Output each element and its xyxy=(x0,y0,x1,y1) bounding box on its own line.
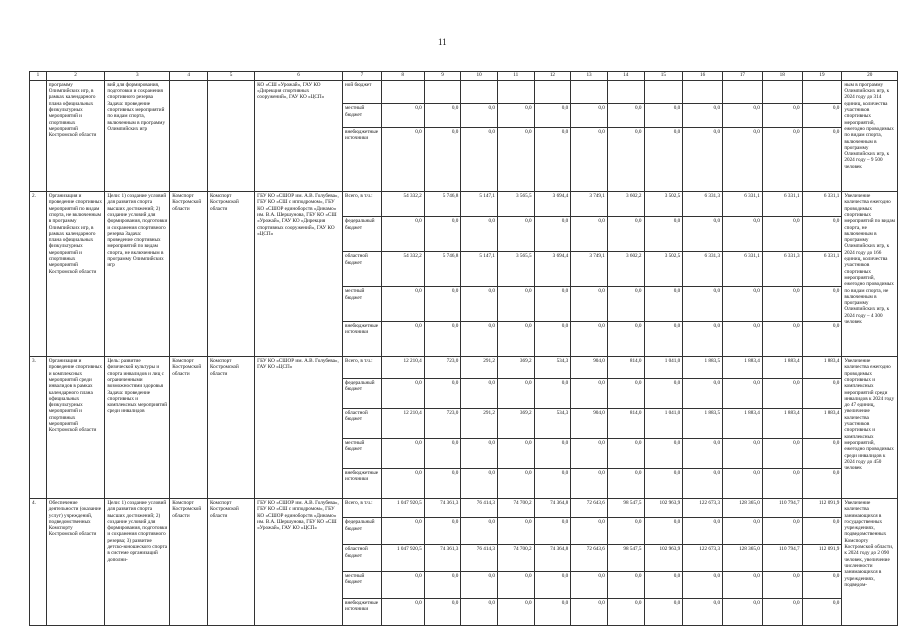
responsible-executor: Комспорт Костромской области xyxy=(170,192,208,357)
funding-value: 74 700,2 xyxy=(497,545,534,572)
funding-source: ной бюджет xyxy=(343,80,382,103)
funding-value: 0,0 xyxy=(534,438,571,468)
funding-value: 0,0 xyxy=(762,104,802,127)
funding-value: 0,0 xyxy=(571,322,608,357)
funding-value: 0,0 xyxy=(607,378,644,408)
funding-value: 5 147,1 xyxy=(461,252,498,287)
funding-value: 3 565,5 xyxy=(497,252,534,287)
table-row xyxy=(30,357,898,379)
funding-value: 74 700,2 xyxy=(497,498,534,518)
funding-value: 0,0 xyxy=(424,572,461,599)
funding-value: 0,0 xyxy=(424,127,461,191)
header-row xyxy=(30,72,898,81)
column-number: 19 xyxy=(802,72,842,81)
item-number: 4. xyxy=(30,498,47,625)
funding-value: 98 547,5 xyxy=(607,545,644,572)
funding-value: 0,0 xyxy=(607,468,644,498)
participants: КО «СШ «Урожай», ГАУ КО «Дирекция спортивных сооружений», ГАУ КО «ЦСП» xyxy=(255,80,343,191)
funding-source: Всего, в т.ч.: xyxy=(343,357,382,379)
event-name: Обеспечение деятельности (оказание услуг) учреждений, подведомственных Комспорту Костромской области xyxy=(46,498,105,625)
funding-value: 0,0 xyxy=(802,322,842,357)
funding-value: 0,0 xyxy=(497,438,534,468)
funding-value: 12 210,4 xyxy=(381,408,424,438)
funding-value: 0,0 xyxy=(802,127,842,191)
funding-value: 0,0 xyxy=(571,217,608,252)
funding-value: 0,0 xyxy=(762,378,802,408)
funding-value: 5 746,8 xyxy=(424,192,461,217)
expected-result: Увеличение количества ежегодно проводимых спортивных и комплексных мероприятий среди инвалидов к 2024 году до 47 единиц, увеличение количества участников спортивных и комплексных мероприятий, ежегодно проводимых среди инвалидов к 2024 году до 450 человек xyxy=(842,357,898,499)
funding-value: 0,0 xyxy=(424,287,461,322)
funding-value: 0,0 xyxy=(723,438,763,468)
funding-value: 72 643,6 xyxy=(571,545,608,572)
event-name: Организация и проведение спортивных и комплексных мероприятий среди инвалидов в рамках календарного плана официальных физкультурных мероприятий и спортивных мероприятий Костромской области xyxy=(46,357,105,499)
funding-value: 0,0 xyxy=(762,599,802,626)
funding-value xyxy=(497,80,534,103)
funding-value xyxy=(381,80,424,103)
column-number: 14 xyxy=(607,72,644,81)
funding-value: 0,0 xyxy=(381,127,424,191)
expected-result: Увеличение количества занимающихся в государственных учреждениях, подведомственных Комспорту Костромской области, к 2024 году до 2 090 человек, увеличение численности занимающихся в учреждениях, подведом- xyxy=(842,498,898,625)
funding-source: Всего, в т.ч.: xyxy=(343,192,382,217)
column-number: 16 xyxy=(683,72,723,81)
funding-value: 0,0 xyxy=(683,572,723,599)
funding-value xyxy=(534,80,571,103)
column-number: 8 xyxy=(381,72,424,81)
column-number: 9 xyxy=(424,72,461,81)
funding-value: 1 041,0 xyxy=(644,357,683,379)
funding-value: 112 091,9 xyxy=(802,498,842,518)
funding-value: 74 364,8 xyxy=(534,498,571,518)
funding-value: 0,0 xyxy=(497,518,534,545)
funding-value: 110 794,7 xyxy=(762,498,802,518)
funding-value: 369,2 xyxy=(497,408,534,438)
funding-value: 0,0 xyxy=(607,104,644,127)
funding-value: 291,2 xyxy=(461,357,498,379)
funding-value: 0,0 xyxy=(424,217,461,252)
funding-source: внебюджетные источники xyxy=(343,322,382,357)
funding-value: 0,0 xyxy=(461,217,498,252)
funding-value: 102 963,9 xyxy=(644,498,683,518)
funding-value: 814,0 xyxy=(607,408,644,438)
funding-value: 0,0 xyxy=(461,599,498,626)
goals-tasks: Цели: 1) создание условий для развития спорта высших достижений; 2) создание условий для формирования, подготовки и сохранения спортивного резерва Задача: проведение спортивных мероприятий по видам спорта, не включенным в программу Олимпийских игр xyxy=(105,192,170,357)
table-row xyxy=(30,80,898,103)
funding-value: 0,0 xyxy=(424,378,461,408)
funding-value xyxy=(723,80,763,103)
funding-value: 5 746,8 xyxy=(424,252,461,287)
funding-value: 98 547,5 xyxy=(607,498,644,518)
column-number: 6 xyxy=(255,72,343,81)
funding-value: 0,0 xyxy=(571,599,608,626)
funding-value: 1 883,4 xyxy=(723,408,763,438)
funding-value: 0,0 xyxy=(723,287,763,322)
funding-value: 0,0 xyxy=(381,378,424,408)
table-row xyxy=(30,498,898,518)
funding-value: 0,0 xyxy=(683,104,723,127)
funding-value: 369,2 xyxy=(497,357,534,379)
funding-value: 0,0 xyxy=(461,287,498,322)
funding-value: 6 331,1 xyxy=(762,192,802,217)
column-number: 10 xyxy=(461,72,498,81)
funding-value: 0,0 xyxy=(381,287,424,322)
funding-source: местный бюджет xyxy=(343,287,382,322)
funding-value: 0,0 xyxy=(461,518,498,545)
funding-value: 0,0 xyxy=(723,127,763,191)
page-number: 11 xyxy=(438,37,447,47)
funding-value: 0,0 xyxy=(802,217,842,252)
funding-value: 0,0 xyxy=(497,572,534,599)
funding-value: 76 414,3 xyxy=(461,498,498,518)
funding-source: местный бюджет xyxy=(343,104,382,127)
funding-value: 128 365,0 xyxy=(723,545,763,572)
funding-value: 74 361,3 xyxy=(424,545,461,572)
funding-value xyxy=(802,80,842,103)
table-row xyxy=(30,192,898,217)
funding-value: 0,0 xyxy=(461,468,498,498)
funding-value: 3 602,2 xyxy=(607,252,644,287)
funding-value: 3 694,4 xyxy=(534,192,571,217)
responsible-executor: Комспорт Костромской области xyxy=(170,357,208,499)
column-number: 11 xyxy=(497,72,534,81)
funding-value: 0,0 xyxy=(381,104,424,127)
funding-value: 12 210,4 xyxy=(381,357,424,379)
funding-value: 6 331,1 xyxy=(802,192,842,217)
funding-value: 0,0 xyxy=(644,599,683,626)
funding-value: 0,0 xyxy=(683,438,723,468)
funding-value: 0,0 xyxy=(497,217,534,252)
funding-value: 0,0 xyxy=(683,322,723,357)
funding-value: 110 794,7 xyxy=(762,545,802,572)
funding-value: 0,0 xyxy=(723,518,763,545)
funding-value: 0,0 xyxy=(802,468,842,498)
funding-source: федеральный бюджет xyxy=(343,378,382,408)
funding-value: 0,0 xyxy=(644,322,683,357)
funding-value: 0,0 xyxy=(802,287,842,322)
column-number: 7 xyxy=(343,72,382,81)
funding-value: 0,0 xyxy=(424,322,461,357)
funding-value: 0,0 xyxy=(683,468,723,498)
funding-source: областной бюджет xyxy=(343,408,382,438)
funding-value: 1 883,4 xyxy=(762,408,802,438)
funding-value: 0,0 xyxy=(607,599,644,626)
funding-value: 0,0 xyxy=(534,217,571,252)
funding-value: 0,0 xyxy=(802,104,842,127)
funding-value: 1 041,0 xyxy=(644,408,683,438)
funding-value: 74 364,8 xyxy=(534,545,571,572)
column-number: 5 xyxy=(207,72,254,81)
funding-value: 0,0 xyxy=(762,468,802,498)
funding-source: внебюджетные источники xyxy=(343,468,382,498)
funding-source: Всего, в т.ч.: xyxy=(343,498,382,518)
funding-value: 0,0 xyxy=(802,378,842,408)
funding-value: 0,0 xyxy=(802,599,842,626)
funding-value: 0,0 xyxy=(723,104,763,127)
funding-value: 0,0 xyxy=(381,518,424,545)
funding-value: 6 331,3 xyxy=(762,252,802,287)
funding-value: 0,0 xyxy=(723,599,763,626)
funding-value: 3 694,4 xyxy=(534,252,571,287)
funding-value: 904,0 xyxy=(571,408,608,438)
funding-value: 0,0 xyxy=(802,518,842,545)
funding-value: 1 883,4 xyxy=(802,357,842,379)
funding-value: 534,3 xyxy=(534,357,571,379)
funding-value: 534,3 xyxy=(534,408,571,438)
funding-value: 122 673,3 xyxy=(683,498,723,518)
funding-value: 0,0 xyxy=(381,438,424,468)
funding-value: 6 331,3 xyxy=(683,192,723,217)
funding-value: 0,0 xyxy=(534,378,571,408)
funding-value: 814,0 xyxy=(607,357,644,379)
funding-value: 0,0 xyxy=(762,518,802,545)
expected-result: ным в программу Олимпийских игр, к 2024 году до 314 единиц, количества участников спортивных мероприятий, ежегодно проводимых по видам спорта, включенным в программу Олимпийских игр, к 2024 году – 9 500 человек xyxy=(842,80,898,191)
participants: ГБУ КО «СШОР им. А.В. Голубева», ГБУ КО «СШ с ипподромом», ГБУ КО «СШОР единоборств «Динамо» им. В.А. Шершунова, ГБУ КО «СШ «Урожай», ГАУ КО «ЦСП» xyxy=(255,498,343,625)
funding-value: 0,0 xyxy=(534,127,571,191)
funding-value: 0,0 xyxy=(461,378,498,408)
column-number: 17 xyxy=(723,72,763,81)
funding-value: 0,0 xyxy=(497,322,534,357)
funding-value: 0,0 xyxy=(571,438,608,468)
funding-value: 0,0 xyxy=(534,104,571,127)
goals-tasks: Цели: 1) создание условий для развития спорта высших достижений; 2) создание условий для формирования, подготовки и сохранения спортивного резерва; 3) развитие детско-юношеского спорта в системе организаций дополни- xyxy=(105,498,170,625)
funding-value xyxy=(607,80,644,103)
funding-value: 3 502,5 xyxy=(644,192,683,217)
funding-value: 0,0 xyxy=(607,127,644,191)
co-executor: Комспорт Костромской области xyxy=(207,498,254,625)
funding-value: 0,0 xyxy=(607,438,644,468)
funding-value: 1 047 920,5 xyxy=(381,545,424,572)
column-number: 1 xyxy=(30,72,47,81)
column-number: 2 xyxy=(46,72,105,81)
funding-value: 0,0 xyxy=(762,287,802,322)
funding-value: 0,0 xyxy=(644,518,683,545)
funding-value: 0,0 xyxy=(762,438,802,468)
funding-value: 1 883,5 xyxy=(683,408,723,438)
funding-value: 76 414,3 xyxy=(461,545,498,572)
funding-value: 0,0 xyxy=(461,438,498,468)
funding-value: 0,0 xyxy=(607,518,644,545)
funding-value: 1 883,4 xyxy=(762,357,802,379)
funding-value: 112 091,9 xyxy=(802,545,842,572)
funding-value: 0,0 xyxy=(571,104,608,127)
co-executor: Комспорт Костромской области xyxy=(207,357,254,499)
funding-source: местный бюджет xyxy=(343,572,382,599)
funding-value: 0,0 xyxy=(644,438,683,468)
funding-value: 0,0 xyxy=(644,468,683,498)
column-number: 13 xyxy=(571,72,608,81)
funding-value: 723,0 xyxy=(424,408,461,438)
funding-value: 0,0 xyxy=(424,468,461,498)
funding-value: 3 749,1 xyxy=(571,192,608,217)
funding-value: 0,0 xyxy=(534,599,571,626)
funding-value: 0,0 xyxy=(644,572,683,599)
funding-value: 0,0 xyxy=(534,287,571,322)
funding-value xyxy=(644,80,683,103)
funding-value: 0,0 xyxy=(644,127,683,191)
funding-value: 3 502,5 xyxy=(644,252,683,287)
funding-value: 3 602,2 xyxy=(607,192,644,217)
event-name: программу Олимпийских игр, в рамках календарного плана официальных физкультурных мероприятий и спортивных мероприятий Костромской области xyxy=(46,80,105,191)
responsible-executor xyxy=(170,80,208,191)
funding-value: 122 673,3 xyxy=(683,545,723,572)
event-name: Организация и проведение спортивных мероприятий по видам спорта, не включенным в программу Олимпийских игр, в рамках календарного плана официальных физкультурных мероприятий и спортивных мероприятий Костромской области xyxy=(46,192,105,357)
item-number xyxy=(30,80,47,191)
item-number: 3. xyxy=(30,357,47,499)
funding-source: федеральный бюджет xyxy=(343,217,382,252)
funding-value: 0,0 xyxy=(424,518,461,545)
funding-value: 0,0 xyxy=(497,287,534,322)
funding-value: 904,0 xyxy=(571,357,608,379)
funding-value: 0,0 xyxy=(802,572,842,599)
goals-tasks: Цель: развитие физической культуры и спорта инвалидов и лиц с ограниченными возможностями здоровья Задача: проведение спортивных и комплексных мероприятий среди инвалидов xyxy=(105,357,170,499)
funding-value: 0,0 xyxy=(461,322,498,357)
funding-source: местный бюджет xyxy=(343,438,382,468)
funding-value: 0,0 xyxy=(534,572,571,599)
funding-value: 0,0 xyxy=(802,438,842,468)
funding-value: 0,0 xyxy=(497,468,534,498)
column-number: 12 xyxy=(534,72,571,81)
funding-value: 0,0 xyxy=(424,104,461,127)
funding-value: 0,0 xyxy=(461,104,498,127)
funding-value: 0,0 xyxy=(644,217,683,252)
funding-value xyxy=(762,80,802,103)
funding-value: 0,0 xyxy=(607,322,644,357)
funding-value: 0,0 xyxy=(571,468,608,498)
participants: ГБУ КО «СШОР им. А.В. Голубева», ГАУ КО «ЦСП» xyxy=(255,357,343,499)
funding-value: 0,0 xyxy=(461,572,498,599)
funding-value: 0,0 xyxy=(461,127,498,191)
funding-value: 0,0 xyxy=(762,572,802,599)
column-number: 20 xyxy=(842,72,898,81)
funding-value: 0,0 xyxy=(381,599,424,626)
funding-value: 1 047 920,5 xyxy=(381,498,424,518)
funding-value: 0,0 xyxy=(424,438,461,468)
funding-value: 0,0 xyxy=(607,572,644,599)
funding-source: областной бюджет xyxy=(343,252,382,287)
funding-value: 0,0 xyxy=(723,572,763,599)
funding-value: 54 332,2 xyxy=(381,192,424,217)
funding-value: 0,0 xyxy=(571,518,608,545)
funding-value: 0,0 xyxy=(762,322,802,357)
funding-source: федеральный бюджет xyxy=(343,518,382,545)
co-executor: Комспорт Костромской области xyxy=(207,192,254,357)
funding-source: внебюджетные источники xyxy=(343,127,382,191)
funding-value: 6 331,1 xyxy=(723,192,763,217)
funding-value: 0,0 xyxy=(683,127,723,191)
funding-value: 0,0 xyxy=(571,572,608,599)
funding-value: 6 331,1 xyxy=(723,252,763,287)
funding-value: 0,0 xyxy=(497,599,534,626)
funding-value: 0,0 xyxy=(381,572,424,599)
funding-value: 5 147,1 xyxy=(461,192,498,217)
funding-value: 6 331,3 xyxy=(683,252,723,287)
column-number: 4 xyxy=(170,72,208,81)
funding-value: 0,0 xyxy=(683,599,723,626)
funding-value: 1 883,4 xyxy=(723,357,763,379)
funding-value: 0,0 xyxy=(683,217,723,252)
funding-value: 128 365,0 xyxy=(723,498,763,518)
column-number: 18 xyxy=(762,72,802,81)
participants: ГБУ КО «СШОР им. А.В. Голубева», ГБУ КО «СШ с ипподромом», ГБУ КО «СШОР единоборств «Динамо» им. В.А. Шершунова, ГБУ КО «СШ «Урожай», ГАУ КО «Дирекция спортивных сооружений», ГАУ КО «ЦСП» xyxy=(255,192,343,357)
responsible-executor: Комспорт Костромской области xyxy=(170,498,208,625)
funding-value: 0,0 xyxy=(534,322,571,357)
funding-value: 0,0 xyxy=(607,287,644,322)
funding-value: 0,0 xyxy=(723,378,763,408)
funding-value: 0,0 xyxy=(644,378,683,408)
funding-value: 0,0 xyxy=(534,468,571,498)
funding-value: 0,0 xyxy=(534,518,571,545)
funding-value: 72 643,6 xyxy=(571,498,608,518)
funding-value: 0,0 xyxy=(497,378,534,408)
funding-value: 1 883,4 xyxy=(802,408,842,438)
funding-value: 0,0 xyxy=(424,599,461,626)
funding-value: 3 565,5 xyxy=(497,192,534,217)
goals-tasks: вий для формирования, подготовки и сохранения спортивного резерва Задача: проведение спортивных мероприятий по видам спорта, включенным в программу Олимпийских игр xyxy=(105,80,170,191)
column-number: 3 xyxy=(105,72,170,81)
funding-value: 0,0 xyxy=(762,217,802,252)
funding-value: 0,0 xyxy=(381,322,424,357)
funding-value: 0,0 xyxy=(381,468,424,498)
funding-value: 0,0 xyxy=(683,518,723,545)
funding-value: 291,2 xyxy=(461,408,498,438)
funding-source: областной бюджет xyxy=(343,545,382,572)
funding-value: 0,0 xyxy=(683,287,723,322)
funding-value: 54 332,2 xyxy=(381,252,424,287)
funding-value: 0,0 xyxy=(723,217,763,252)
funding-value: 0,0 xyxy=(683,378,723,408)
funding-value: 0,0 xyxy=(571,287,608,322)
funding-value: 0,0 xyxy=(381,217,424,252)
co-executor xyxy=(207,80,254,191)
funding-value: 0,0 xyxy=(723,322,763,357)
funding-value xyxy=(683,80,723,103)
program-table xyxy=(29,71,898,626)
funding-value: 0,0 xyxy=(644,287,683,322)
funding-value: 0,0 xyxy=(571,378,608,408)
funding-value: 1 883,5 xyxy=(683,357,723,379)
item-number: 2. xyxy=(30,192,47,357)
funding-value: 0,0 xyxy=(762,127,802,191)
column-number: 15 xyxy=(644,72,683,81)
expected-result: Увеличение количества ежегодно проводимых спортивных мероприятий по видам спорта, не включенным в программу Олимпийских игр, к 2024 году до 166 единиц, количества участников спортивных мероприятий, ежегодно проводимых по видам спорта, не включенным в программу Олимпийских игр, к 2024 году – 4 300 человек xyxy=(842,192,898,357)
funding-value xyxy=(571,80,608,103)
funding-value: 0,0 xyxy=(607,217,644,252)
funding-value xyxy=(424,80,461,103)
funding-value: 723,0 xyxy=(424,357,461,379)
funding-value: 0,0 xyxy=(571,127,608,191)
funding-value: 0,0 xyxy=(497,104,534,127)
funding-value: 3 749,1 xyxy=(571,252,608,287)
funding-value xyxy=(461,80,498,103)
funding-value: 74 361,3 xyxy=(424,498,461,518)
funding-value: 0,0 xyxy=(723,468,763,498)
funding-value: 6 331,1 xyxy=(802,252,842,287)
funding-value: 0,0 xyxy=(497,127,534,191)
funding-value: 102 963,9 xyxy=(644,545,683,572)
funding-value: 0,0 xyxy=(644,104,683,127)
funding-source: внебюджетные источники xyxy=(343,599,382,626)
